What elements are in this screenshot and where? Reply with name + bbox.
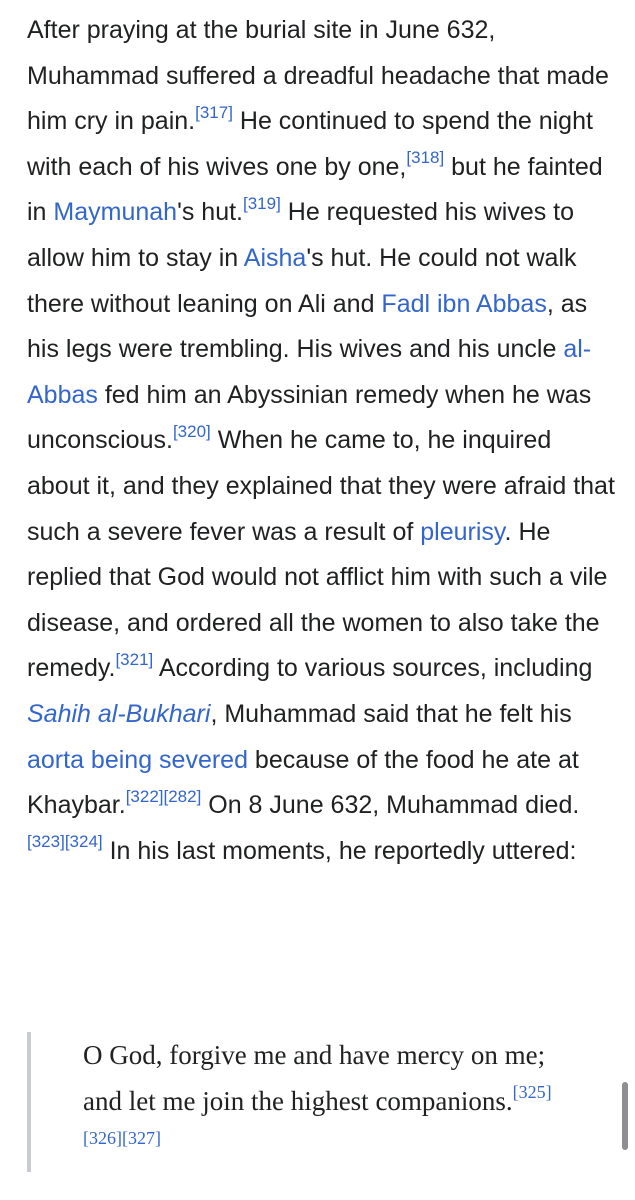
citation-ref[interactable]: [317] [195,102,233,122]
blockquote [27,1032,587,1172]
text-run: 's hut. He could not walk there without leaning on Ali and [27,243,577,318]
text-run: fed him an Abyssinian remedy when he was unconscious. [27,380,592,455]
text-run: but he fainted in [27,152,603,227]
citation-ref[interactable]: [324] [64,832,103,852]
citation-ref[interactable]: [323] [27,832,65,852]
citation-ref[interactable]: [326] [83,1128,122,1148]
citation-ref[interactable]: [322] [125,786,164,806]
text-run: . He replied that God would not afflict him with such a vile disease, and ordered all the women to also take the remedy. [27,517,608,683]
text-run: According to various sources, including [153,654,593,683]
quote-text: O God, forgive me and have mercy on me; and let me join the highest companions. [83,1040,546,1116]
citation-ref[interactable]: [319] [243,194,281,214]
text-run: In his last moments, he reportedly uttered: [102,836,577,865]
article-paragraph [27,8,617,874]
citation-ref[interactable]: [325] [512,1082,552,1102]
article-link[interactable]: Maymunah [53,198,178,227]
citation-ref[interactable]: [321] [115,649,154,669]
text-run: 's hut. [177,198,243,227]
citation-ref[interactable]: [318] [406,148,445,168]
citation-ref[interactable]: [327] [122,1128,161,1148]
text-run: , Muhammad said that he felt his [210,699,572,728]
text-run: because of the food he ate at Khaybar. [27,745,579,820]
text-run: On 8 June 632, Muhammad died. [201,791,580,820]
text-run: He requested his wives to allow him to stay in [27,198,575,272]
article-link[interactable]: Fadl ibn Abbas [381,289,547,318]
scrollbar-thumb[interactable] [622,1082,628,1150]
article-link[interactable]: Sahih al-Bukhari [27,699,211,728]
text-run: He continued to spend the night with each of his wives one by one, [27,107,593,181]
citation-ref[interactable]: [320] [172,422,211,442]
article-content [27,8,617,874]
citation-ref[interactable]: [282] [163,786,202,806]
text-run: After praying at the burial site in June 632, Muhammad suffered a dreadful headache that made him cry in pain. [27,16,609,136]
text-run: , as his legs were trembling. His wives and his uncle [27,289,588,364]
article-link[interactable]: Aisha [243,243,307,272]
article-link[interactable]: al-Abbas [27,335,592,409]
article-link[interactable]: pleurisy [420,517,505,546]
text-run: When he came to, he inquired about it, and they explained that they were afraid that such a severe fever was a result of [27,426,615,546]
article-link[interactable]: aorta being severed [27,745,248,774]
quote-text-block [83,1032,563,1170]
